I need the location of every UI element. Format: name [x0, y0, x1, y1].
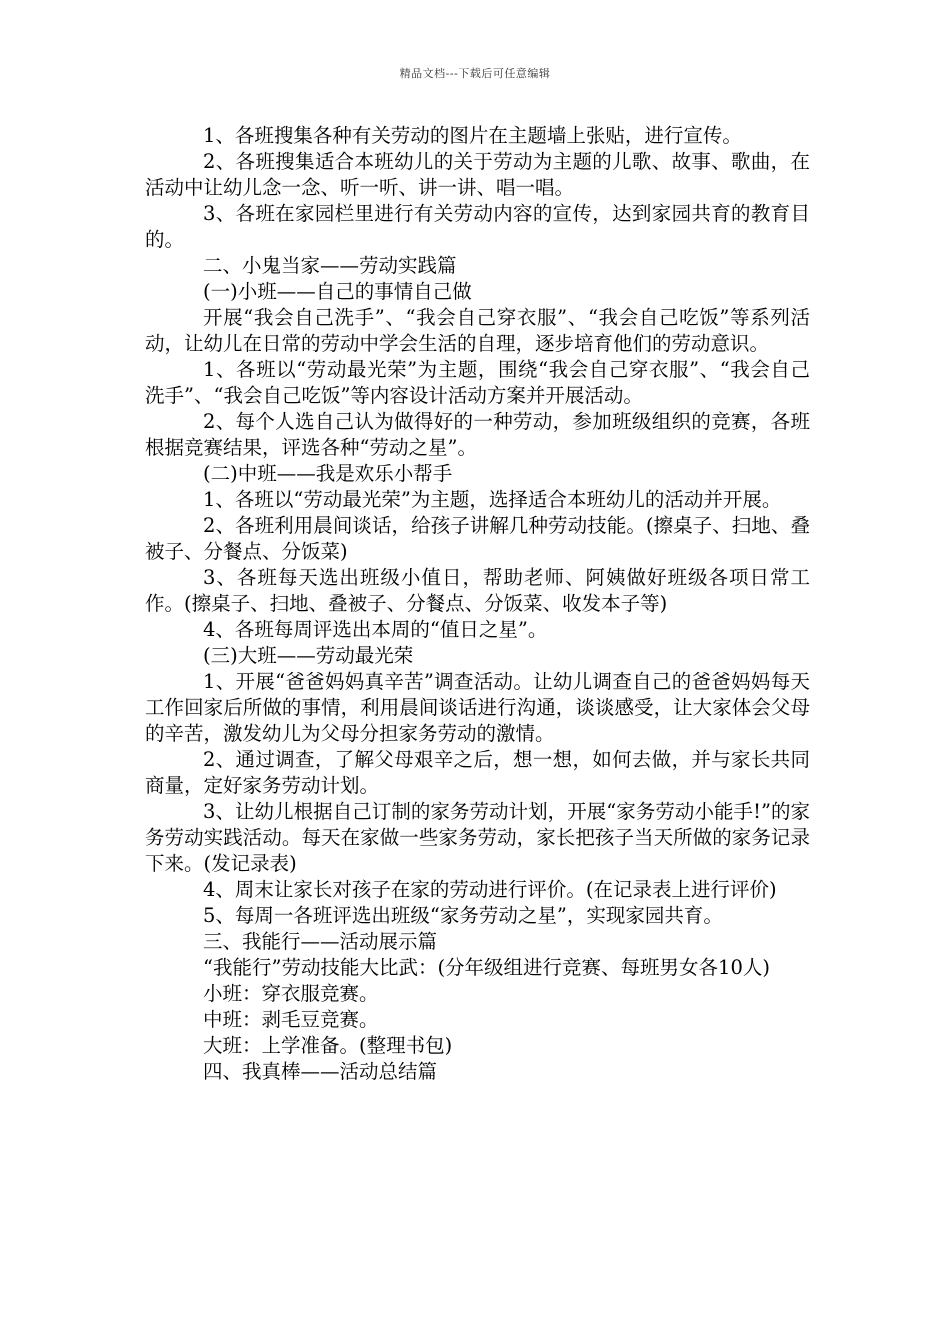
paragraph: 2、每个人选自己认为做得好的一种劳动，参加班级组织的竞赛，各班根据竞赛结果，评选各种“劳动之星”。 — [145, 410, 810, 459]
subsection-heading: (一)小班——自己的事情自己做 — [203, 280, 472, 303]
paragraph: 3、各班每天选出班级小值日，帮助老师、阿姨做好班级各项日常工作。(擦桌子、扫地、叠被子、分餐点、分饭菜、收发本子等) — [145, 566, 810, 615]
paragraph: 3、让幼儿根据自己订制的家务劳动计划，开展“家务劳动小能手!”的家务劳动实践活动。每天在家做一些家务劳动，家长把孩子当天所做的家务记录下来。(发记录表) — [145, 800, 810, 875]
paragraph: “我能行”劳动技能大比武：(分年级组进行竞赛、每班男女各10人) — [203, 956, 770, 979]
paragraph: 1、开展“爸爸妈妈真辛苦”调查活动。让幼儿调查自己的爸爸妈妈每天工作回家后所做的事情，利用晨间谈话进行沟通，谈谈感受，让大家体会父母的辛苦，激发幼儿为父母分担家务劳动的激情。 — [145, 670, 810, 745]
paragraph: 4、周末让家长对孩子在家的劳动进行评价。(在记录表上进行评价) — [203, 878, 777, 901]
paragraph: 3、各班在家园栏里进行有关劳动内容的宣传，达到家园共育的教育目的。 — [145, 202, 810, 251]
list-item: 大班：上学准备。(整理书包) — [203, 1034, 453, 1057]
paragraph: 5、每周一各班评选出班级“家务劳动之星”，实现家园共育。 — [203, 904, 723, 927]
subsection-heading: (二)中班——我是欢乐小帮手 — [203, 462, 453, 485]
document-body — [145, 123, 810, 1085]
section-heading: 四、我真棒——活动总结篇 — [203, 1060, 438, 1083]
paragraph: 开展“我会自己洗手”、“我会自己穿衣服”、“我会自己吃饭”等系列活动，让幼儿在日常的劳动中学会生活的自理，逐步培育他们的劳动意识。 — [145, 306, 810, 355]
paragraph: 4、各班每周评选出本周的“值日之星”。 — [203, 618, 548, 641]
page-header: 精品文档---下载后可任意编辑 — [399, 67, 551, 80]
section-heading: 三、我能行——活动展示篇 — [203, 930, 438, 953]
paragraph: 1、各班以“劳动最光荣”为主题，围绕“我会自己穿衣服”、“我会自己洗手”、“我会自己吃饭”等内容设计活动方案并开展活动。 — [145, 358, 810, 407]
paragraph: 1、各班搜集各种有关劳动的图片在主题墙上张贴，进行宣传。 — [203, 124, 742, 147]
list-item: 中班：剥毛豆竞赛。 — [203, 1008, 379, 1031]
section-heading: 二、小鬼当家——劳动实践篇 — [203, 254, 457, 277]
paragraph: 2、各班搜集适合本班幼儿的关于劳动为主题的儿歌、故事、歌曲，在活动中让幼儿念一念、听一听、讲一讲、唱一唱。 — [145, 150, 810, 199]
list-item: 小班：穿衣服竞赛。 — [203, 982, 379, 1005]
paragraph: 2、各班利用晨间谈话，给孩子讲解几种劳动技能。(擦桌子、扫地、叠被子、分餐点、分饭菜) — [145, 514, 810, 563]
paragraph: 1、各班以“劳动最光荣”为主题，选择适合本班幼儿的活动并开展。 — [203, 488, 782, 511]
paragraph: 2、通过调查，了解父母艰辛之后，想一想，如何去做，并与家长共同商量，定好家务劳动计划。 — [145, 748, 810, 797]
subsection-heading: (三)大班——劳动最光荣 — [203, 644, 414, 667]
